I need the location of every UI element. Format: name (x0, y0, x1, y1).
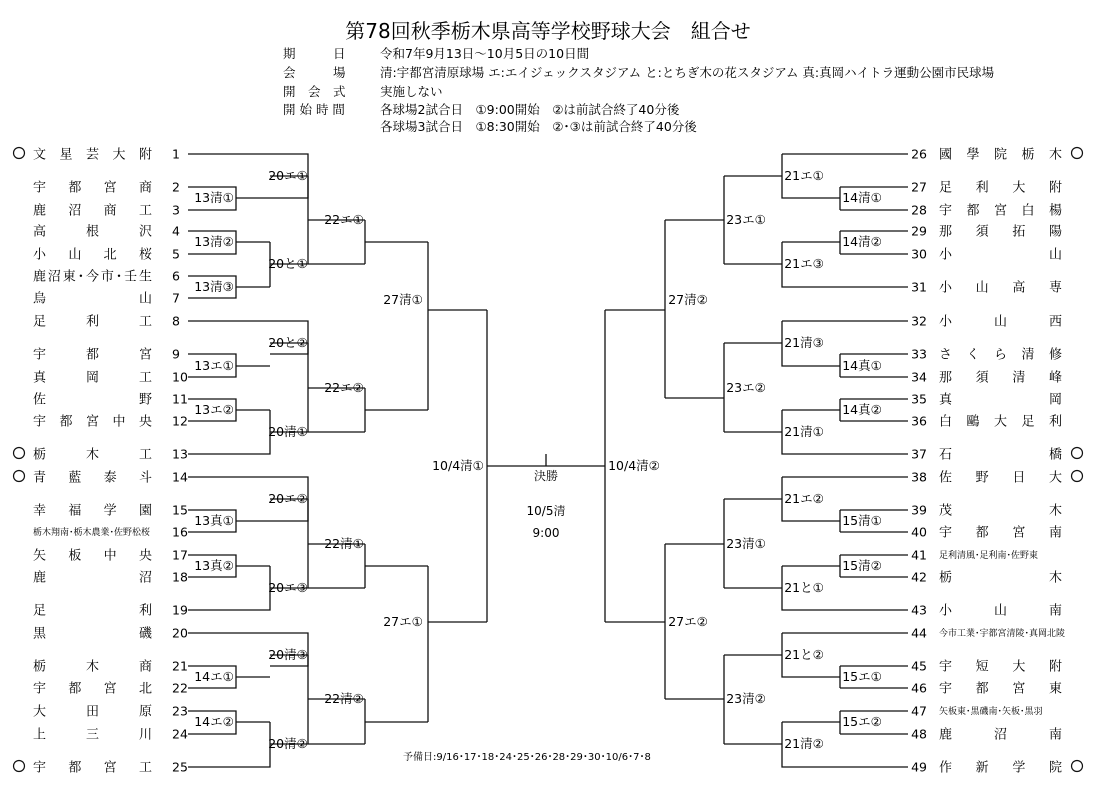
team-number: 3 (172, 202, 180, 218)
team-name: 栃木 (939, 570, 1062, 586)
team-name: 黒磯 (33, 626, 152, 642)
game-label: 21と① (784, 580, 824, 595)
info-value-start-1: 各球場2試合日 ①9:00開始 ②は前試合終了40分後 (380, 102, 680, 117)
info-value-venue: 清:宇都宮清原球場 エ:エイジェックスタジアム と:とちぎ木の花スタジアム 真:真岡ハイトラ運動公園市民球場 (380, 65, 995, 80)
seed-mark (14, 471, 25, 482)
team-name: 那須清峰 (939, 370, 1062, 386)
team-number: 15 (172, 502, 188, 518)
team-number: 49 (911, 759, 927, 775)
game-label: 10/4清① (432, 458, 484, 473)
team-number: 46 (911, 680, 927, 696)
team-name: 宇都宮北 (33, 681, 152, 697)
team-name: 上三川 (33, 727, 152, 743)
game-label: 21清① (784, 424, 824, 439)
team-number: 26 (911, 146, 927, 162)
team-name: 矢板東･黒磯南･矢板･黒羽 (939, 707, 1043, 717)
team-number: 17 (172, 547, 188, 563)
team-number: 1 (172, 146, 180, 162)
game-label: 15清② (842, 558, 882, 573)
final-block (527, 468, 566, 540)
game-label: 23エ① (726, 212, 766, 227)
team-name: 矢板中央 (33, 548, 152, 564)
team-number: 20 (172, 625, 188, 641)
seed-mark (1072, 448, 1083, 459)
team-number: 40 (911, 524, 927, 540)
team-number: 39 (911, 502, 927, 518)
team-name: 佐野 (33, 392, 152, 408)
game-label: 27清② (668, 292, 708, 307)
team-number: 28 (911, 202, 927, 218)
game-label: 13エ② (194, 402, 234, 417)
team-name: 真岡 (939, 392, 1062, 408)
team-number: 2 (172, 179, 180, 195)
game-label: 23清② (726, 691, 766, 706)
info-value-ceremony: 実施しない (380, 84, 443, 99)
team-name: 宇都宮東 (939, 681, 1062, 697)
reserve-days: 予備日:9/16･17･18･24･25･26･28･29･30･10/6･7･8 (403, 752, 651, 763)
final-time: 9:00 (532, 526, 560, 540)
game-label: 23清① (726, 536, 766, 551)
team-number: 37 (911, 446, 927, 462)
final-label: 決勝 (533, 469, 559, 483)
team-number: 22 (172, 680, 188, 696)
game-label: 22エ① (324, 212, 364, 227)
game-label: 21エ② (784, 491, 824, 506)
team-number: 19 (172, 602, 188, 618)
team-number: 45 (911, 658, 927, 674)
team-name: 足利清風･足利南･佐野東 (939, 551, 1039, 561)
team-number: 25 (172, 759, 188, 775)
team-name: 小山南 (939, 603, 1062, 619)
team-number: 33 (911, 346, 927, 362)
game-label: 13真② (194, 558, 234, 573)
team-number: 29 (911, 223, 927, 239)
game-label: 20エ② (268, 491, 308, 506)
team-number: 9 (172, 346, 180, 362)
team-name: さくら清修 (939, 347, 1062, 363)
team-number: 10 (172, 369, 188, 385)
game-label: 21清② (784, 736, 824, 751)
game-label: 15エ② (842, 714, 882, 729)
game-label: 27エ② (668, 614, 708, 629)
team-name: 茂木 (939, 503, 1062, 519)
team-name: 栃木工 (33, 447, 152, 463)
team-number: 34 (911, 369, 927, 385)
team-number: 21 (172, 658, 188, 674)
team-name: 國學院栃木 (939, 147, 1062, 163)
team-name: 栃木商 (33, 659, 152, 675)
team-number: 30 (911, 246, 927, 262)
header-info (283, 46, 995, 134)
team-name: 烏山 (33, 291, 152, 307)
seed-mark (1072, 471, 1083, 482)
team-number: 14 (172, 469, 188, 485)
team-number: 44 (911, 625, 927, 641)
info-label-venue: 会 場 (283, 65, 346, 80)
team-name: 作新学院 (939, 760, 1062, 776)
team-number: 31 (911, 279, 927, 295)
game-label: 15清① (842, 513, 882, 528)
team-name: 宇都宮中央 (33, 414, 152, 430)
team-name: 小山 (939, 247, 1062, 263)
game-label: 14真① (842, 358, 882, 373)
seed-mark (14, 448, 25, 459)
game-label: 15エ① (842, 669, 882, 684)
game-label: 21清③ (784, 335, 824, 350)
game-label: 14エ① (194, 669, 234, 684)
team-name: 鹿沼東･今市･壬生 (33, 269, 152, 285)
game-label: 20清③ (268, 647, 308, 662)
team-number: 36 (911, 413, 927, 429)
game-label: 20と① (268, 256, 308, 271)
game-labels (194, 168, 882, 751)
team-number: 16 (172, 524, 188, 540)
game-label: 21エ① (784, 168, 824, 183)
game-label: 21エ③ (784, 256, 824, 271)
game-label: 20エ① (268, 168, 308, 183)
game-label: 22エ② (324, 380, 364, 395)
game-label: 13清① (194, 190, 234, 205)
team-number: 42 (911, 569, 927, 585)
team-name: 今市工業･宇都宮清陵･真岡北陵 (939, 629, 1066, 639)
team-name: 高根沢 (33, 224, 152, 240)
game-label: 14清② (842, 234, 882, 249)
team-name: 栃木翔南･栃木農業･佐野松桜 (33, 528, 151, 538)
team-number: 43 (911, 602, 927, 618)
team-name: 宇都宮白楊 (939, 203, 1062, 219)
game-label: 23エ② (726, 380, 766, 395)
team-name: 幸福学園 (33, 503, 152, 519)
info-label-start: 開 始 時 間 (283, 102, 345, 117)
seed-mark (1072, 761, 1083, 772)
game-label: 22清② (324, 691, 364, 706)
team-name: 青藍泰斗 (33, 470, 152, 486)
team-number: 47 (911, 703, 927, 719)
right-team-list (911, 147, 1082, 776)
seed-mark (14, 148, 25, 159)
team-name: 足利工 (33, 314, 152, 330)
game-label: 20清② (268, 736, 308, 751)
team-name: 小山高専 (939, 280, 1062, 296)
game-label: 10/4清② (608, 458, 660, 473)
game-label: 20エ③ (268, 580, 308, 595)
team-name: 鹿沼南 (939, 727, 1062, 743)
info-label-period: 期 日 (283, 46, 346, 61)
team-number: 18 (172, 569, 188, 585)
game-label: 20清① (268, 424, 308, 439)
team-name: 足利大附 (939, 180, 1062, 196)
game-label: 14真② (842, 402, 882, 417)
game-label: 14清① (842, 190, 882, 205)
team-name: 石橋 (939, 447, 1062, 463)
team-number: 7 (172, 290, 180, 306)
team-name: 鹿沼商工 (33, 203, 152, 219)
team-number: 35 (911, 391, 927, 407)
team-number: 38 (911, 469, 927, 485)
game-label: 27清① (383, 292, 423, 307)
game-label: 14エ② (194, 714, 234, 729)
team-name: 小山北桜 (33, 247, 152, 263)
team-number: 13 (172, 446, 188, 462)
team-name: 宇都宮商 (33, 180, 152, 196)
game-label: 22清① (324, 536, 364, 551)
team-number: 27 (911, 179, 927, 195)
game-label: 21と② (784, 647, 824, 662)
team-number: 6 (172, 268, 180, 284)
final-date: 10/5清 (526, 504, 566, 518)
game-label: 13清③ (194, 279, 234, 294)
team-name: 宇都宮工 (33, 760, 152, 776)
game-label: 27エ① (383, 614, 423, 629)
team-number: 23 (172, 703, 188, 719)
team-number: 41 (911, 547, 927, 563)
left-team-list (14, 147, 188, 776)
team-name: 佐野日大 (939, 470, 1062, 486)
team-name: 白鷗大足利 (939, 414, 1062, 430)
team-name: 那須拓陽 (939, 224, 1062, 240)
team-name: 宇短大附 (939, 659, 1062, 675)
seed-mark (1072, 148, 1083, 159)
game-label: 13エ① (194, 358, 234, 373)
game-label: 20と② (268, 335, 308, 350)
seed-mark (14, 761, 25, 772)
page-title: 第78回秋季栃木県高等学校野球大会 組合せ (345, 19, 751, 43)
team-name: 大田原 (33, 704, 152, 720)
team-number: 11 (172, 391, 188, 407)
team-name: 宇都宮 (33, 347, 152, 363)
info-value-start-2: 各球場3試合日 ①8:30開始 ②･③は前試合終了40分後 (380, 119, 697, 134)
team-name: 足利 (33, 603, 152, 619)
team-number: 32 (911, 313, 927, 329)
team-number: 24 (172, 726, 188, 742)
info-value-period: 令和7年9月13日～10月5日の10日間 (380, 46, 590, 61)
team-name: 文星芸大附 (33, 147, 152, 163)
team-name: 鹿沼 (33, 570, 152, 586)
info-label-ceremony: 開 会 式 (283, 84, 346, 99)
team-name: 宇都宮南 (939, 525, 1062, 541)
team-name: 真岡工 (33, 370, 152, 386)
team-number: 12 (172, 413, 188, 429)
team-number: 8 (172, 313, 180, 329)
team-number: 4 (172, 223, 180, 239)
team-number: 5 (172, 246, 180, 262)
team-name: 小山西 (939, 314, 1062, 330)
bracket-lines (188, 154, 908, 767)
game-label: 13真① (194, 513, 234, 528)
game-label: 13清② (194, 234, 234, 249)
team-number: 48 (911, 726, 927, 742)
